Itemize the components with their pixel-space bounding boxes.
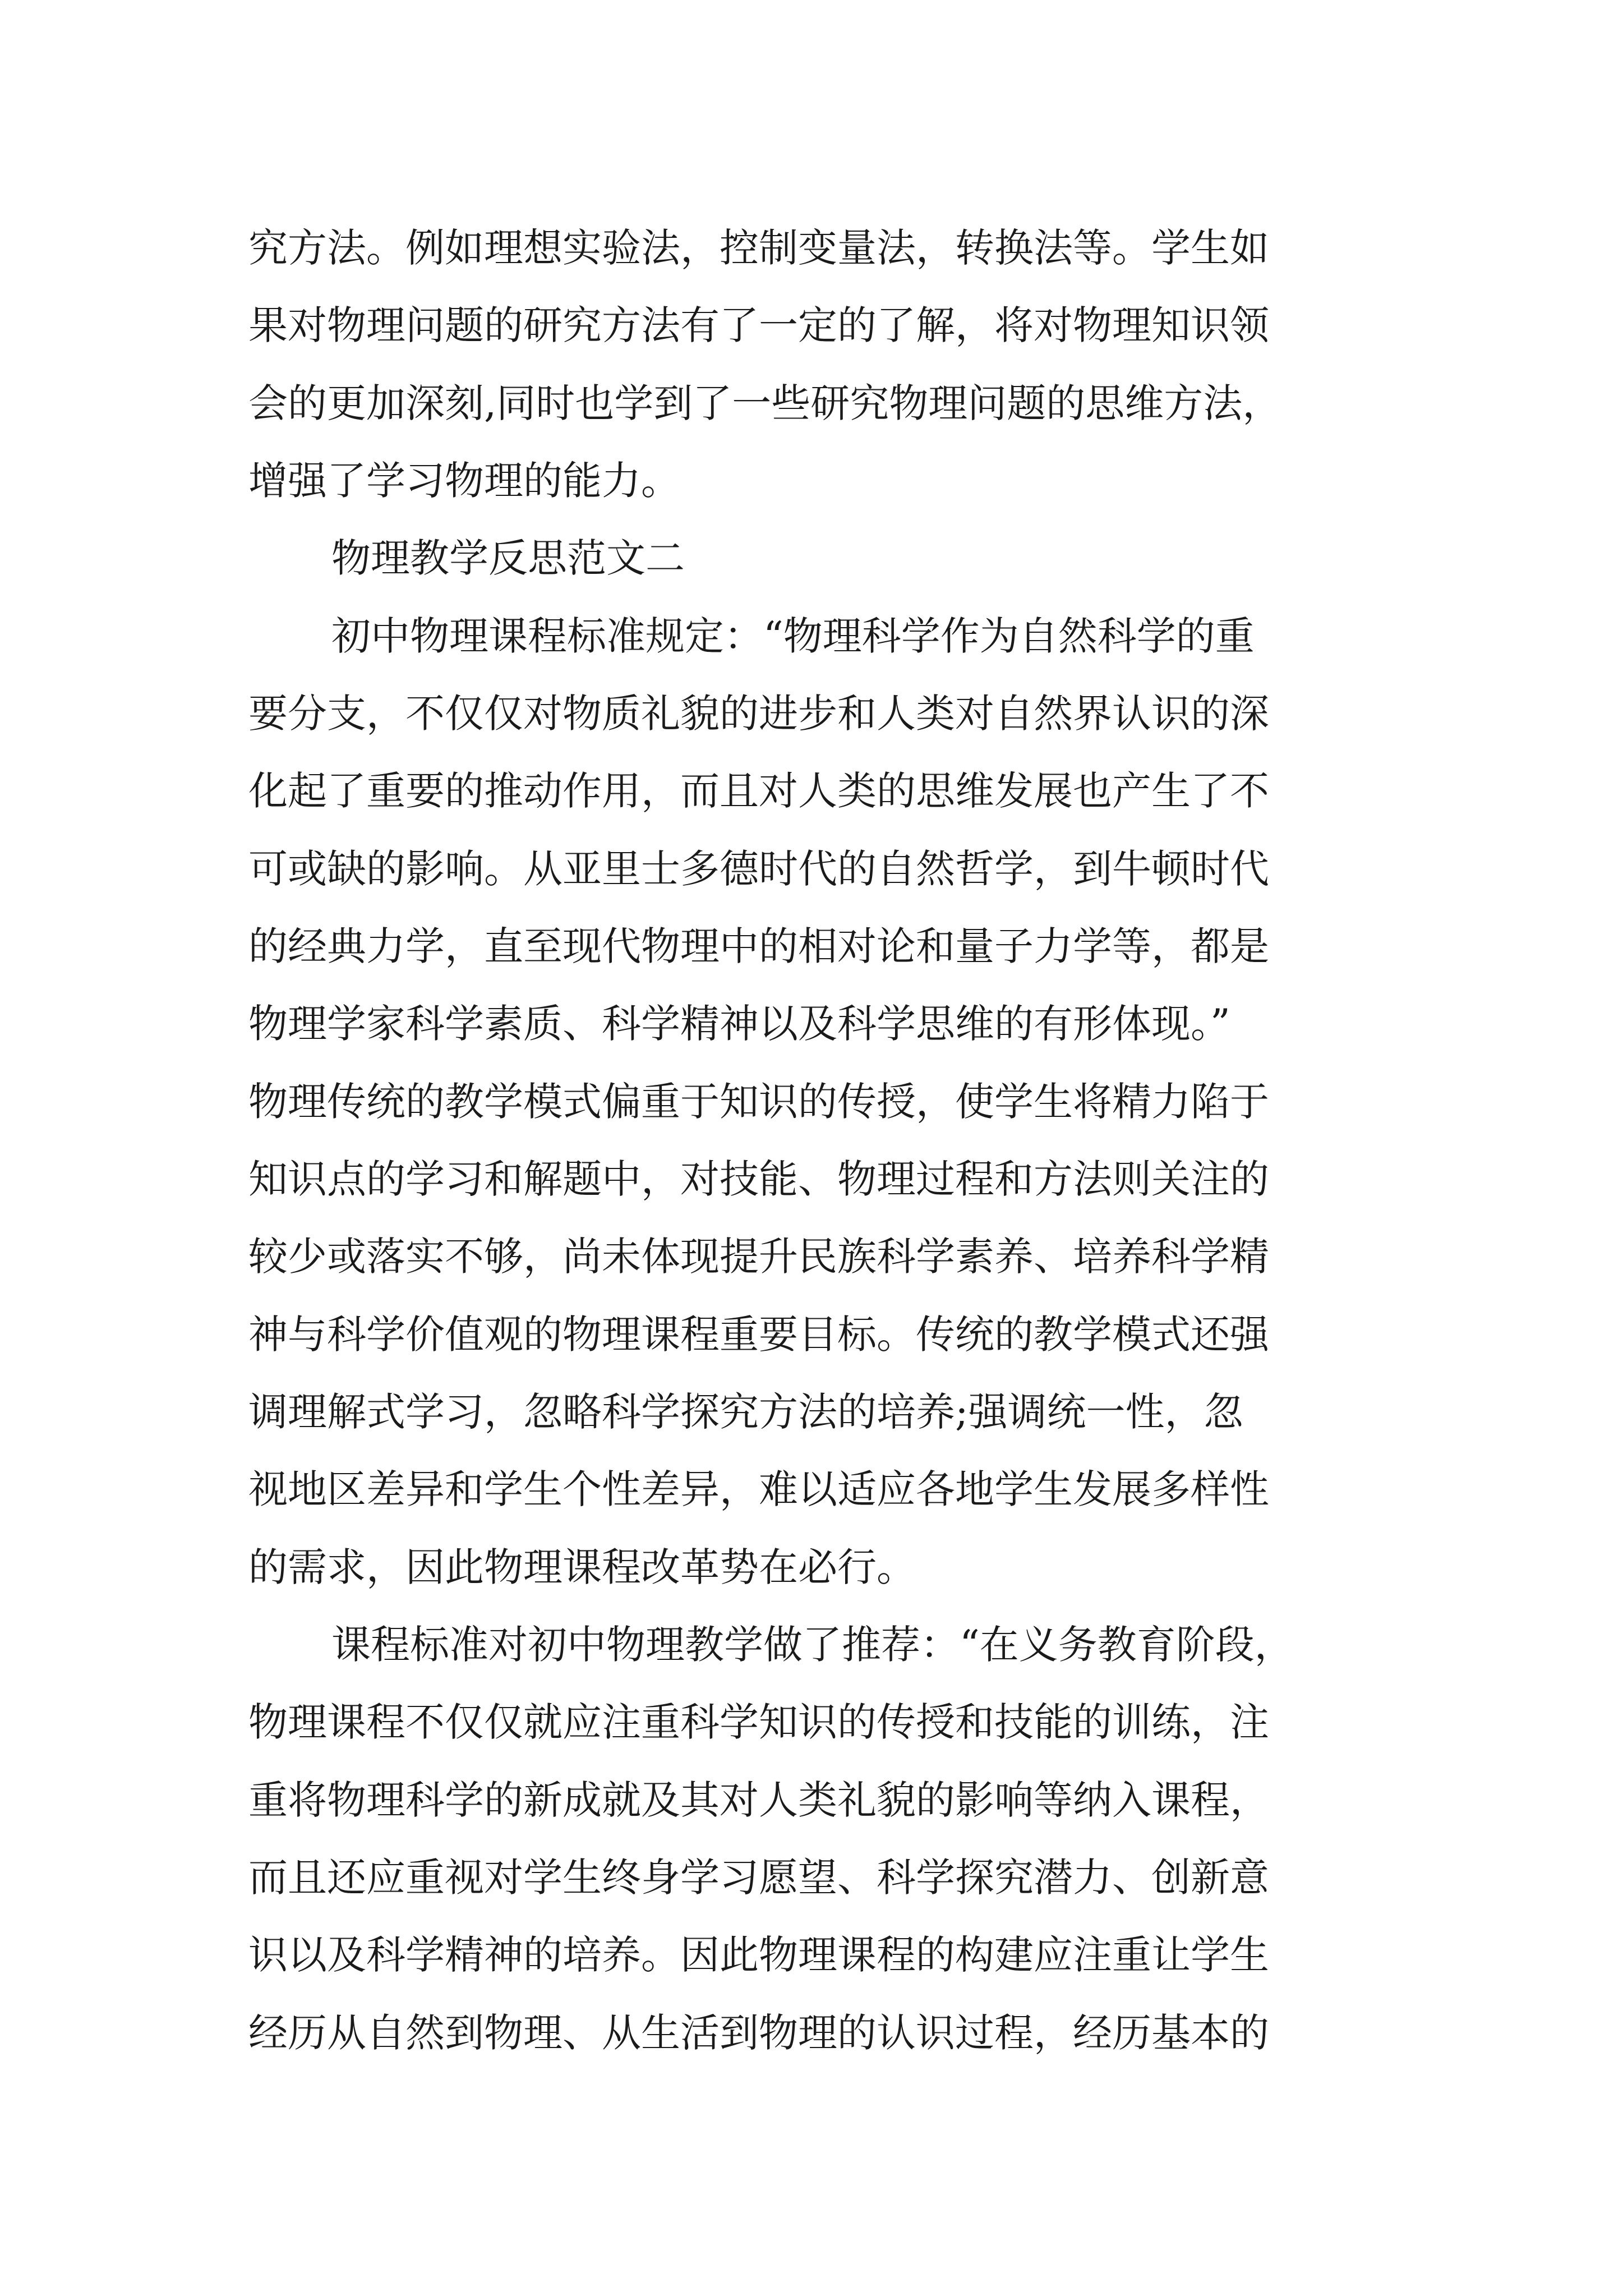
body-text-line: 经历从自然到物理、从生活到物理的认识过程，经历基本的 [248,2010,1269,2056]
body-text-line: 的经典力学，直至现代物理中的相对论和量子力学等，都是 [248,923,1269,969]
body-text-line: 重将物理科学的新成就及其对人类礼貌的影响等纳入课程， [248,1777,1269,1823]
body-text-line: 初中物理课程标准规定：“物理科学作为自然科学的重 [331,613,1255,659]
section-heading: 物理教学反思范文二 [331,535,685,581]
body-text-line: 果对物理问题的研究方法有了一定的了解，将对物理知识领 [248,302,1269,348]
body-text-line: 物理学家科学素质、科学精神以及科学思维的有形体现。” [248,1001,1230,1047]
body-text-line: 视地区差异和学生个性差异，难以适应各地学生发展多样性 [248,1466,1269,1512]
body-text-line: 的需求，因此物理课程改革势在必行。 [248,1544,916,1590]
body-text-line: 会的更加深刻,同时也学到了一些研究物理问题的思维方法， [248,380,1282,426]
body-text-line: 化起了重要的推动作用，而且对人类的思维发展也产生了不 [248,768,1269,814]
body-text-line: 物理传统的教学模式偏重于知识的传授，使学生将精力陷于 [248,1079,1269,1125]
body-text-line: 知识点的学习和解题中，对技能、物理过程和方法则关注的 [248,1156,1269,1202]
body-text-line: 较少或落实不够，尚未体现提升民族科学素养、培养科学精 [248,1234,1269,1280]
body-text-line: 要分支，不仅仅对物质礼貌的进步和人类对自然界认识的深 [248,691,1269,737]
body-text-line: 增强了学习物理的能力。 [248,458,680,504]
body-text-line: 物理课程不仅仅就应注重科学知识的传授和技能的训练，注 [248,1699,1269,1745]
body-text-line: 调理解式学习，忽略科学探究方法的培养;强调统一性，忽 [248,1389,1243,1435]
body-text-line: 课程标准对初中物理教学做了推荐：“在义务教育阶段， [331,1622,1294,1668]
body-text-line: 而且还应重视对学生终身学习愿望、科学探究潜力、创新意 [248,1855,1269,1901]
body-text-line: 究方法。例如理想实验法，控制变量法，转换法等。学生如 [248,225,1269,271]
body-text-line: 神与科学价值观的物理课程重要目标。传统的教学模式还强 [248,1312,1269,1358]
body-text-line: 可或缺的影响。从亚里士多德时代的自然哲学，到牛顿时代 [248,846,1269,892]
body-text-line: 识以及科学精神的培养。因此物理课程的构建应注重让学生 [248,1932,1269,1978]
